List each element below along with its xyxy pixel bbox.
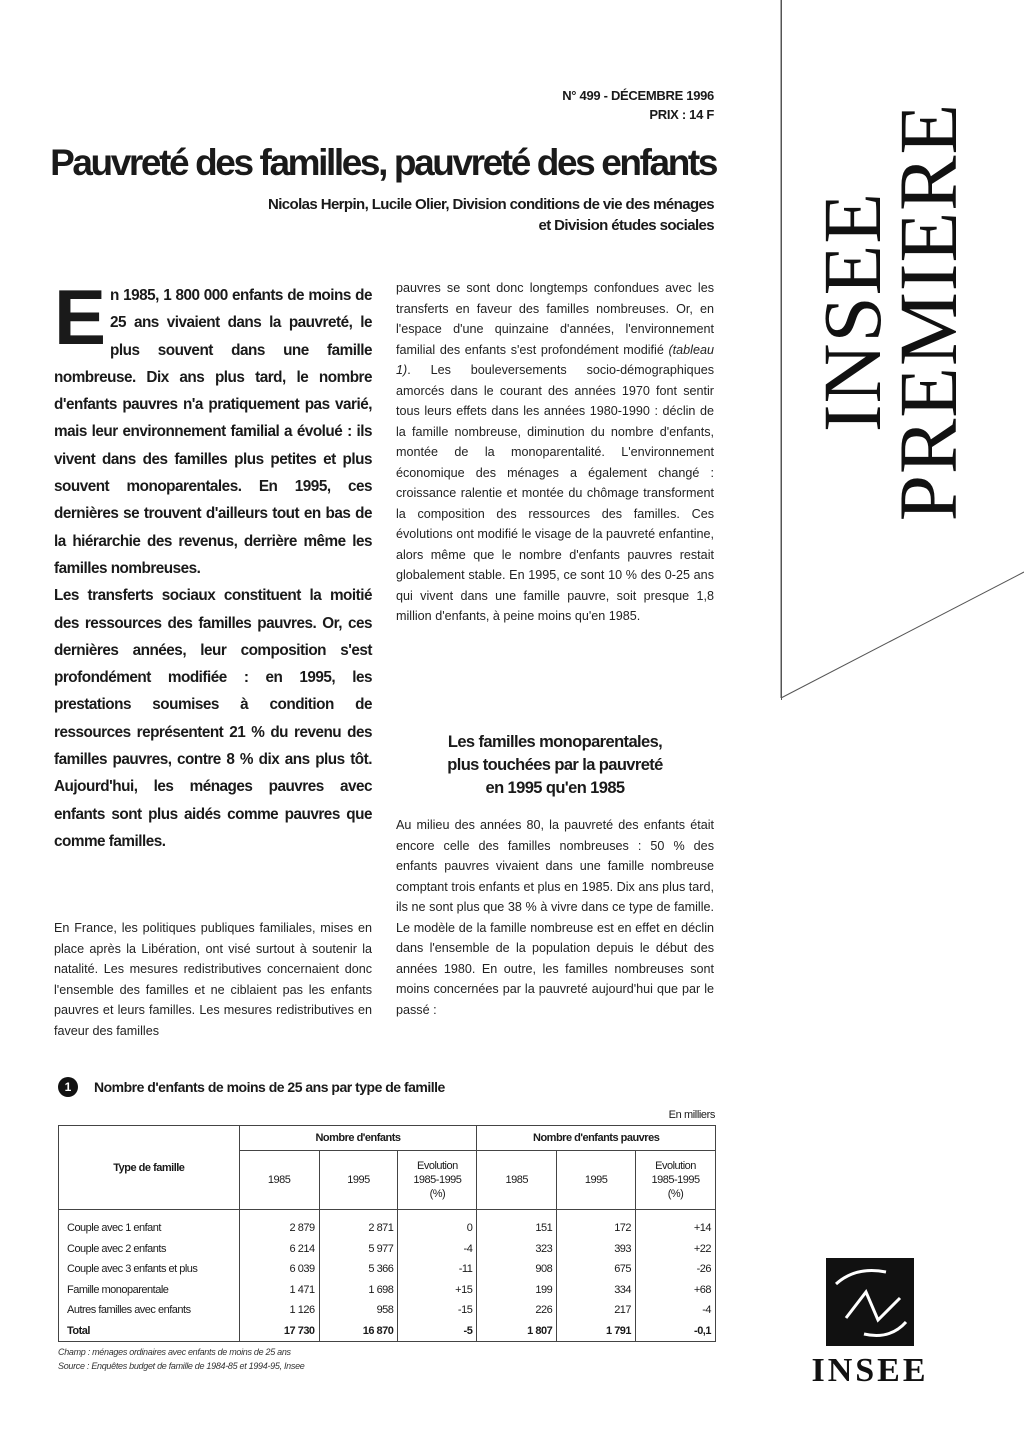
- evo-line-1: Evolution: [416, 1160, 458, 1172]
- header-1995-pauvres: 1995: [557, 1151, 636, 1210]
- right-body-text-2: Au milieu des années 80, la pauvreté des enfants était encore celle des familles nombreuses : 50 % des enfants pauvres vivaient dans une famille nombreuse comptant trois enfants et plus en 1985. Dix ans plus tard, ils ne sont plus que 38 % à vivre dans ce type de famille. Le modèle de la famille nombreuse est en effet en déclin dans l'ensemble de la population depuis le début des années 1980. En outre, les familles nombreuses sont moins concernées par la pauvreté aujourd'hui que par le passé :: [396, 818, 714, 1017]
- cell: 217: [557, 1300, 636, 1321]
- cell: 151: [477, 1210, 557, 1239]
- evo-line-1: Evolution: [655, 1160, 696, 1172]
- cell: 323: [477, 1239, 557, 1260]
- note-champ: Champ : ménages ordinaires avec enfants de moins de 25 ans: [58, 1347, 291, 1357]
- authors: [268, 194, 714, 236]
- cell: -5: [398, 1321, 477, 1342]
- cell: 1 791: [557, 1321, 636, 1342]
- cell: 5 366: [319, 1259, 398, 1280]
- evo-line-2: 1985-1995: [413, 1174, 462, 1186]
- header-evolution: [398, 1151, 477, 1210]
- cell: +22: [636, 1239, 716, 1260]
- brand-line-2: PREMIERE: [882, 102, 974, 522]
- note-source: Source : Enquêtes budget de famille de 1984-85 et 1994-95, Insee: [58, 1361, 305, 1371]
- header-type: Type de famille: [59, 1126, 240, 1210]
- row-label: Couple avec 2 enfants: [59, 1239, 240, 1260]
- evo-line-3: (%): [667, 1188, 684, 1200]
- cell: 1 807: [477, 1321, 557, 1342]
- header-1985: 1985: [239, 1151, 319, 1210]
- row-label: Couple avec 3 enfants et plus: [59, 1259, 240, 1280]
- section-heading-line-2: plus touchées par la pauvreté: [447, 756, 663, 774]
- drop-cap: E: [54, 273, 107, 361]
- cell: -4: [636, 1300, 716, 1321]
- brand-line-1: INSEE: [806, 191, 898, 433]
- table-title: Nombre d'enfants de moins de 25 ans par type de famille: [94, 1079, 445, 1095]
- table-row-total: [59, 1321, 716, 1342]
- cell: +14: [636, 1210, 716, 1239]
- cell: 172: [557, 1210, 636, 1239]
- cell: 0: [398, 1210, 477, 1239]
- table-row: [59, 1280, 716, 1301]
- lede-paragraph-1: [54, 273, 372, 582]
- issue-price: PRIX : 14 F: [649, 107, 714, 122]
- cell: 5 977: [319, 1239, 398, 1260]
- row-label: Autres familles avec enfants: [59, 1300, 240, 1321]
- lede-column: [54, 273, 372, 855]
- right-body-text-1: [396, 278, 714, 627]
- table-notes: [58, 1345, 305, 1373]
- data-table: [58, 1125, 716, 1342]
- header-group-pauvres: Nombre d'enfants pauvres: [477, 1126, 716, 1151]
- cell: 16 870: [319, 1321, 398, 1342]
- table-row: [59, 1210, 716, 1239]
- row-label: Famille monoparentale: [59, 1280, 240, 1301]
- cell: -4: [398, 1239, 477, 1260]
- lede-text-1: n 1985, 1 800 000 enfants de moins de 25 ans vivaient dans la pauvreté, le plus souvent dans une famille nombreuse. Dix ans plus tard, le nombre d'enfants pauvres n'a pratiquement pas varié, mais leur environnement familial a évolué : ils vivent dans des familles plus petites et plus souvent monoparentales. En 1995, ces dernières se trouvent d'ailleurs tout en bas de la hiérarchie des revenus, derrière même les familles nombreuses.: [54, 287, 372, 577]
- row-label: Total: [59, 1321, 240, 1342]
- table-number-badge: 1: [58, 1077, 78, 1097]
- cell: 6 039: [239, 1259, 319, 1280]
- cell: 2 871: [319, 1210, 398, 1239]
- section-heading-line-3: en 1995 qu'en 1985: [485, 779, 625, 797]
- cell: -11: [398, 1259, 477, 1280]
- section-heading: [396, 731, 714, 800]
- cell: 675: [557, 1259, 636, 1280]
- left-body-text: En France, les politiques publiques familiales, mises en place après la Libération, ont visé surtout à soutenir la natalité. Les mesures redistributives concernaient donc l'ensemble des familles et ne ciblaient pas les enfants pauvres et leurs familles. Les mesures redistributives en faveur des familles: [54, 921, 372, 1038]
- insee-logo-icon: [826, 1258, 914, 1346]
- cell: -26: [636, 1259, 716, 1280]
- cell: 908: [477, 1259, 557, 1280]
- right-body-1b: . Les bouleversements socio-démographiques amorcés dans le courant des années 1970 font sentir tous leurs effets dans les années 1980-1990 : déclin de la famille nombreuse, diminution du nombre d'enfants, montée de la monoparentalité. L'environnement économique des ménages a également changé : croissance ralentie et montée du chômage transforment la composition des ressources des familles. Ces évolutions ont modifié le visage de la pauvreté enfantine, alors même que le nombre d'enfants pauvres restait globalement stable. En 1995, ce sont 10 % des 0-25 ans qui vivent dans une famille pauvre, soit presque 1,8 million d'enfants, à peine moins qu'en 1985.: [396, 363, 714, 623]
- brand-wordmark: [806, 102, 974, 522]
- cell: -15: [398, 1300, 477, 1321]
- cell: 226: [477, 1300, 557, 1321]
- logo-mark-icon: [826, 1258, 914, 1346]
- cell: 199: [477, 1280, 557, 1301]
- cell: 958: [319, 1300, 398, 1321]
- cell: +68: [636, 1280, 716, 1301]
- table-row: [59, 1300, 716, 1321]
- cell: -0,1: [636, 1321, 716, 1342]
- cell: 1 698: [319, 1280, 398, 1301]
- table-reference: (tableau 1): [396, 342, 714, 377]
- evo-line-2: 1985-1995: [651, 1174, 700, 1186]
- evo-line-3: (%): [429, 1188, 446, 1200]
- page-title: Pauvreté des familles, pauvreté des enfants: [50, 142, 716, 183]
- table-unit: En milliers: [668, 1109, 715, 1121]
- header-evolution-pauvres: [636, 1151, 716, 1210]
- lede-paragraph-2: Les transferts sociaux constituent la moitié des ressources des familles pauvres. Or, ces dernières années, leur composition s'est profondément modifiée : en 1995, les prestations soumises à condition de ressources représentent 21 % du revenu des familles pauvres, contre 8 % dix ans plus tôt. Aujourd'hui, les ménages pauvres avec enfants sont plus aidés comme pauvres que comme familles.: [54, 587, 372, 850]
- row-label: Couple avec 1 enfant: [59, 1210, 240, 1239]
- table-row: [59, 1239, 716, 1260]
- cell: 1 126: [239, 1300, 319, 1321]
- table-row: [59, 1259, 716, 1280]
- cell: 334: [557, 1280, 636, 1301]
- cell: 2 879: [239, 1210, 319, 1239]
- section-heading-line-1: Les familles monoparentales,: [447, 733, 663, 751]
- header-group-enfants: Nombre d'enfants: [239, 1126, 477, 1151]
- cell: 1 471: [239, 1280, 319, 1301]
- header-1995: 1995: [319, 1151, 398, 1210]
- header-1985-pauvres: 1985: [477, 1151, 557, 1210]
- right-body-1a: pauvres se sont donc longtemps confondues avec les transferts en faveur des familles nombreuses. Or, en l'espace d'une quinzaine d'années, l'environnement familial des enfants s'est profondément modifié: [396, 281, 714, 357]
- issue-number: N° 499 - DÉCEMBRE 1996: [562, 88, 714, 103]
- cell: 393: [557, 1239, 636, 1260]
- cell: 17 730: [239, 1321, 319, 1342]
- cell: +15: [398, 1280, 477, 1301]
- issue-info: [562, 86, 714, 124]
- insee-logo-text: INSEE: [811, 1352, 929, 1389]
- authors-line-1: Nicolas Herpin, Lucile Olier, Division conditions de vie des ménages: [267, 196, 714, 213]
- cell: 6 214: [239, 1239, 319, 1260]
- authors-line-2: et Division études sociales: [538, 217, 714, 234]
- table-caption: [58, 1077, 445, 1097]
